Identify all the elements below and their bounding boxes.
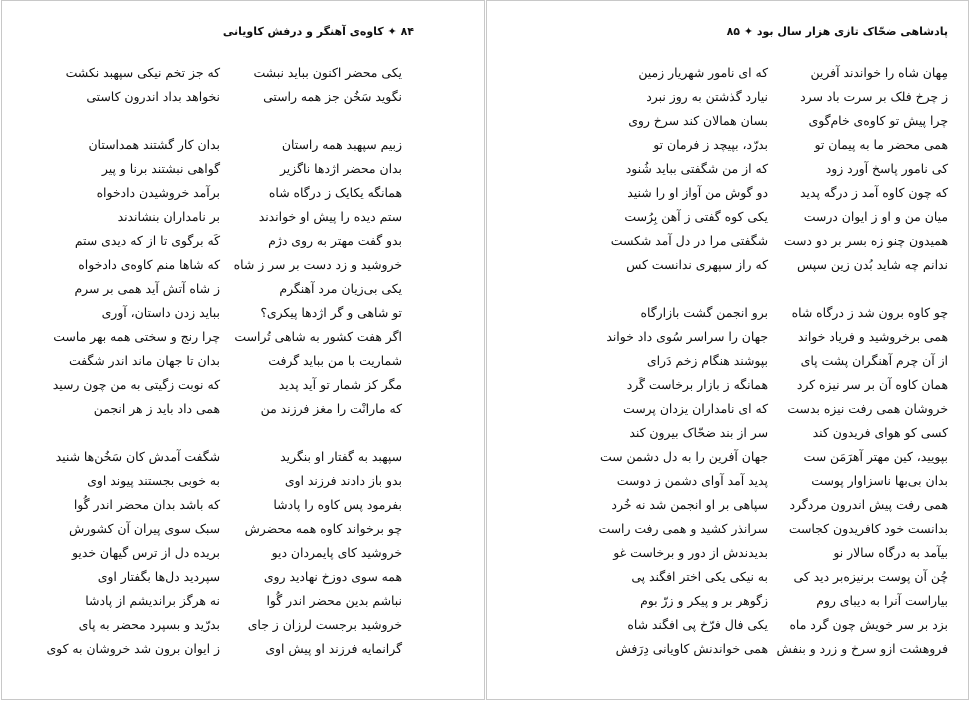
- stanza: [234, 445, 402, 661]
- verse-line: بدرّید و بسپرد محضر به پای: [78, 617, 220, 632]
- verse-line: ز شاه آتش آید همی بر سرم: [74, 281, 220, 296]
- verse-line: که ای نامور شهریار زمین: [638, 65, 768, 80]
- verse-line: همان کاوه آن بر سر نیزه کرد: [796, 377, 948, 392]
- verse-line: بدان کار گشتند همداستان: [88, 137, 220, 152]
- verse-line: خروشید کای پایمردان دیو: [271, 545, 402, 560]
- verse-line: بریده دل از ترس گیهان خدیو: [71, 545, 220, 560]
- verse-line: به خوبی بجستند پیوند اوی: [87, 473, 220, 488]
- verse-line: که راز سپهری ندانست کس: [626, 257, 768, 272]
- verse-line: که چون کاوه آمد ز درگه پدید: [800, 185, 948, 200]
- verse-line: سپاهی بر او انجمن شد نه خُرد: [611, 497, 768, 512]
- verse-column-right: [234, 61, 402, 685]
- verse-line: شگفتی مرا در دل آمد شکست: [610, 233, 768, 248]
- verse-line: بدو گفت مهتر به روی دژم: [268, 233, 402, 248]
- verse-line: همی خواندنش کاویانی دِرَفش: [615, 641, 768, 656]
- verse-column-left: [598, 61, 768, 685]
- verse-line: مِهان شاه را خواندند آفرین: [810, 65, 948, 80]
- stanza: [46, 133, 220, 421]
- verse-line: که مارانْت را مغز فرزند من: [260, 401, 402, 416]
- verse-line: نه هرگز براندیشم از پادشا: [85, 593, 220, 608]
- verse-line: همی رفت پیش اندرون مردگرد: [789, 497, 948, 512]
- verse-line: خروشان همی رفت نیزه بدست: [787, 401, 948, 416]
- verse-line: بدان بی‌بها ناسزاوار پوست: [811, 473, 948, 488]
- page-header: پادشاهی ضحّاک تازی هزار سال بود ✦ ۸۵: [726, 25, 948, 38]
- verse-line: سر از بند ضحّاک بیرون کند: [629, 425, 768, 440]
- verse-line: همه سوی دوزخ نهادید روی: [263, 569, 402, 584]
- verse-column-right: [777, 61, 948, 685]
- verse-line: یکی فال فرّخ پی افگند شاه: [627, 617, 768, 632]
- verse-line: میان من و او ز ایوان درست: [803, 209, 948, 224]
- verse-line: یکی بی‌زیان مرد آهنگرم: [279, 281, 402, 296]
- verse-line: زگوهر بر و پیکر و زرّ بوم: [640, 593, 768, 608]
- verse-line: زبیم سپهبد همه راستان: [281, 137, 402, 152]
- verse-line: به نیکی یکی اختر افگند پی: [631, 569, 768, 584]
- stanza: [598, 61, 768, 277]
- verse-line: ز چرخ فلک بر سرت باد سرد: [800, 89, 948, 104]
- stanza: [777, 301, 948, 661]
- verse-line: همانگه ز بازار برخاست گَرد: [626, 377, 768, 392]
- verse-line: کسی کو هوای فریدون کند: [812, 425, 948, 440]
- verse-line: از آن چرم آهنگران پشت پای: [800, 353, 948, 368]
- verse-line: شگفت آمدش کان سَخُن‌ها شنید: [55, 449, 220, 464]
- verse-line: یکی کوه گفتی ز آهن بِرُست: [624, 209, 768, 224]
- verse-line: که نوبت زگیتی به من چون رسید: [52, 377, 220, 392]
- verse-line: ستم دیده را پیش او خواندند: [258, 209, 402, 224]
- verse-line: برو انجمن گشت بازارگاه: [640, 305, 768, 320]
- verse-line: چو برخواند کاوه همه محضرش: [244, 521, 402, 536]
- verse-line: چُن آن پوست برنیزه‌بر دید کی: [793, 569, 948, 584]
- verse-line: که ای نامداران یزدان پرست: [623, 401, 768, 416]
- verse-line: که شاها منم کاوه‌ی دادخواه: [78, 257, 220, 272]
- page-header: ۸۴ ✦ کاوه‌ی آهنگر و درفش کاویانی: [222, 25, 414, 38]
- verse-line: بیآمد به درگاه سالار نو: [833, 545, 948, 560]
- verse-line: نیارد گذشتن به روز نبرد: [646, 89, 768, 104]
- verse-line: کَه برگوی تا از که دیدی ستم: [74, 233, 220, 248]
- verse-line: بیاراست آنرا به دیبای روم: [816, 593, 948, 608]
- stanza: [46, 61, 220, 109]
- right-page: [486, 0, 969, 700]
- verse-line: بسان همالان کند سرخ روی: [628, 113, 768, 128]
- verse-line: سرانذر کشید و همی رفت راست: [598, 521, 768, 536]
- verse-line: گرانمایه فرزند او پیش اوی: [265, 641, 402, 656]
- stanza: [234, 133, 402, 421]
- verse-line: بدیدندش از دور و برخاست غو: [613, 545, 768, 560]
- verse-line: بدان تا جهان ماند اندر شگفت: [68, 353, 220, 368]
- verse-line: بدو باز دادند فرزند اوی: [284, 473, 402, 488]
- verse-line: همی برخروشید و فریاد خواند: [797, 329, 948, 344]
- verse-line: همی داد باید ز هر انجمن: [93, 401, 220, 416]
- verse-line: سپردید دل‌ها بگفتار اوی: [97, 569, 220, 584]
- verse-line: بدان محضر اژدها ناگزیر: [279, 161, 402, 176]
- verse-line: پدید آمد آوای دشمن ز دوست: [616, 473, 768, 488]
- verse-line: تو شاهی و گر اژدها پیکری؟: [260, 305, 402, 320]
- verse-line: بر نامداران بنشاندند: [117, 209, 220, 224]
- verse-line: برآمد خروشیدن دادخواه: [96, 185, 220, 200]
- verse-line: چرا پیش تو کاوه‌ی خام‌گوی: [808, 113, 948, 128]
- verse-line: سپهبد به گفتار او بنگرید: [280, 449, 402, 464]
- verse-line: بزد بر سر خویش چون گرد ماه: [789, 617, 948, 632]
- verse-line: خروشید و زد دست بر سر ز شاه: [233, 257, 402, 272]
- verse-line: اگر هفت کشور به شاهی تُراست: [234, 329, 402, 344]
- verse-line: بپویید، کین مهتر آهرَمَن ست: [803, 449, 948, 464]
- verse-line: بباید زدن داستان، آوری: [101, 305, 220, 320]
- verse-line: نگوید سَخُن جز همه راستی: [263, 89, 402, 104]
- verse-line: جهان آفرین را به دل دشمن ست: [599, 449, 768, 464]
- verse-line: که جز تخم نیکی سپهبد نکشت: [65, 65, 220, 80]
- verse-line: سبک سوی پیران آن کشورش: [68, 521, 220, 536]
- verse-line: شماریت با من بباید گرفت: [268, 353, 402, 368]
- verse-line: همیدون چنو زه بسر بر دو دست: [783, 233, 948, 248]
- verse-line: نباشم بدین محضر اندر گُوا: [266, 593, 402, 608]
- left-page: [1, 0, 485, 700]
- verse-line: که از من شگفتی بباید شُنود: [625, 161, 768, 176]
- verse-line: فروهشت ازو سرخ و زرد و بنفش: [776, 641, 948, 656]
- verse-line: مگر کز شمار تو آید پدید: [278, 377, 402, 392]
- verse-line: گواهی نبشتند برنا و پیر: [101, 161, 220, 176]
- verse-column-left: [46, 61, 220, 685]
- stanza: [598, 301, 768, 661]
- verse-line: کی نامور پاسخ آورد زود: [825, 161, 948, 176]
- verse-line: خروشید برجست لرزان ز جای: [247, 617, 402, 632]
- verse-line: دو گوش من آواز او را شنید: [627, 185, 768, 200]
- verse-line: همی محضر ما به پیمان تو: [814, 137, 948, 152]
- stanza: [234, 61, 402, 109]
- verse-line: بدرّد، بپیچد ز فرمان تو: [653, 137, 768, 152]
- verse-line: بپوشند هنگام زخم دَرای: [646, 353, 768, 368]
- verse-line: جهان را سراسر سُوی داد خواند: [606, 329, 768, 344]
- verse-line: که باشد بدان محضر اندر گُوا: [73, 497, 220, 512]
- verse-line: بدانست خود کافریدون کجاست: [788, 521, 948, 536]
- verse-line: ندانم چه شاید بُدن زین سپس: [796, 257, 948, 272]
- verse-line: نخواهد بداد اندرون کاستی: [86, 89, 220, 104]
- stanza: [777, 61, 948, 277]
- verse-line: چو کاوه برون شد ز درگاه شاه: [791, 305, 948, 320]
- verse-line: ز ایوان برون شد خروشان به کوی: [46, 641, 220, 656]
- verse-line: چرا رنج و سختی همه بهر ماست: [53, 329, 220, 344]
- verse-line: یکی محضر اکنون بباید نبشت: [253, 65, 402, 80]
- verse-line: بفرمود پس کاوه را پادشا: [273, 497, 402, 512]
- verse-line: همانگه یکایک ز درگاه شاه: [268, 185, 402, 200]
- stanza: [46, 445, 220, 661]
